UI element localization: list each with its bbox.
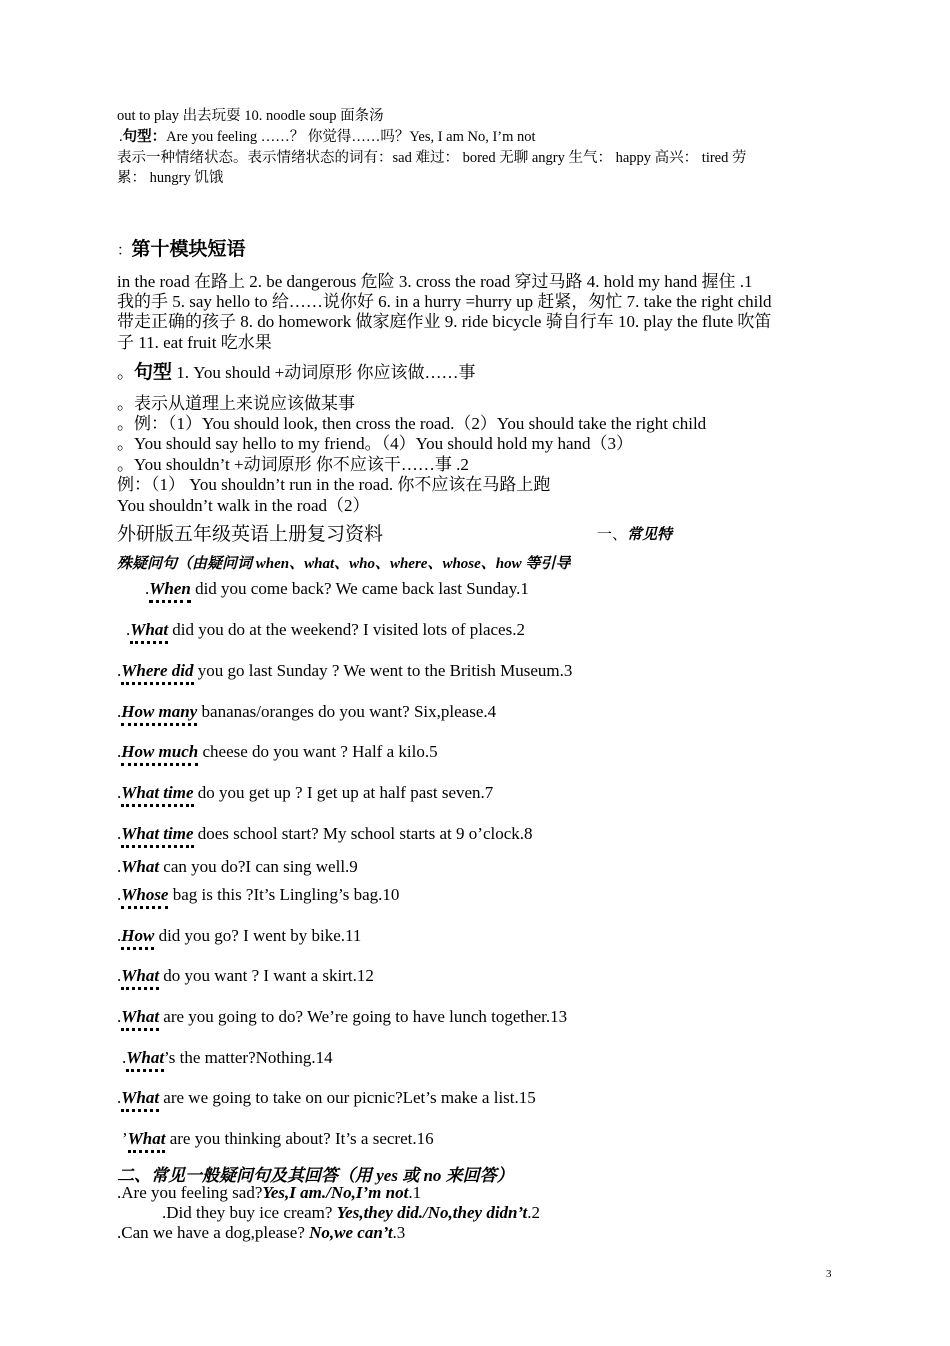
wh-word: What (128, 1129, 166, 1153)
wh-word: Whose (121, 885, 168, 909)
text-line: You shouldn’t walk in the road（2） (117, 496, 370, 515)
text-line: out to play 出去玩耍 10. noodle soup 面条汤 (117, 108, 384, 124)
question-line: .What are we going to take on our picnic?Let’s make a list.15 (117, 1088, 536, 1108)
section-heading: 殊疑问句（由疑问词 when、what、who、where、whose、how 等引导 (117, 556, 571, 572)
question-line: .What can you do?I can sing well.9 (117, 857, 358, 876)
text-line: 我的手 5. say hello to 给……说你好 6. in a hurry =hurry up 赶紧，匆忙 7. take the right child (117, 292, 772, 311)
text-line: 累： hungry 饥饿 (117, 170, 224, 186)
wh-word: When (149, 579, 191, 603)
question-line: .How much cheese do you want ? Half a kilo.5 (117, 742, 438, 762)
question-line: .Where did you go last Sunday ? We went to the British Museum.3 (117, 661, 572, 681)
wh-word: How (121, 926, 154, 950)
question-line: .Can we have a dog,please? No,we can’t.3 (117, 1223, 406, 1242)
wh-word: How much (121, 742, 198, 766)
question-line: .Did they buy ice cream? Yes,they did./No,they didn’t.2 (162, 1203, 541, 1222)
page-title: 外研版五年级英语上册复习资料 (117, 524, 384, 545)
text-line: 。例：（1）You should look, then cross the road.（2）You should take the right child (117, 414, 707, 433)
text-line: in the road 在路上 2. be dangerous 危险 3. cross the road 穿过马路 4. hold my hand 握住 .1 (117, 272, 753, 291)
wh-word: What time (121, 824, 193, 848)
text-line: 表示一种情绪状态。表示情绪状态的词有：sad 难过： bored 无聊 angry 生气： happy 高兴： tired 劳 (117, 150, 747, 166)
wh-word: What (121, 1007, 159, 1031)
wh-word: What time (121, 783, 193, 807)
section-heading: ：第十模块短语 (117, 239, 246, 260)
question-line: .What time do you get up ? I get up at half past seven.7 (117, 783, 493, 803)
wh-word: How many (121, 702, 197, 726)
question-line: .What did you do at the weekend? I visited lots of places.2 (126, 620, 525, 640)
question-line: .How many bananas/oranges do you want? Six,please.4 (117, 702, 496, 722)
question-line: .How did you go? I went by bike.11 (117, 926, 361, 946)
question-line: .What time does school start? My school starts at 9 o’clock.8 (117, 824, 533, 844)
text-line: 子 11. eat fruit 吃水果 (117, 333, 272, 352)
wh-word: What (121, 857, 160, 876)
question-line: .When did you come back? We came back last Sunday.1 (145, 579, 529, 599)
wh-word: What (126, 1048, 164, 1072)
page-number: 3 (826, 1268, 832, 1280)
text-line: 。You shouldn’t +动词原形 你不应该干……事 .2 (117, 455, 469, 474)
section-heading: 二、常见一般疑问句及其回答（用 yes 或 no 来回答） (117, 1166, 514, 1185)
wh-word: Where did (121, 661, 193, 685)
text-line: 例：（1） You shouldn’t run in the road. 你不应该在马路上跑 (117, 475, 551, 494)
pattern-label: 句型： (122, 129, 167, 145)
section-heading: 一、常见特 (597, 527, 673, 543)
wh-word: What (121, 966, 159, 990)
wh-word: What (121, 1088, 159, 1112)
text-line: 带走正确的孩子 8. do homework 做家庭作业 9. ride bicycle 骑自行车 10. play the flute 吹笛 (117, 312, 772, 331)
text-line: 。You should say hello to my friend。（4）You should hold my hand（3） (117, 434, 634, 453)
text-line: 。表示从道理上来说应该做某事 (117, 394, 355, 413)
pattern-line: 。句型 1. You should +动词原形 你应该做……事 (117, 362, 476, 383)
question-line: .What are you going to do? We’re going to have lunch together.13 (117, 1007, 567, 1027)
pattern-line: .句型：Are you feeling ……？ 你觉得……吗？Yes, I am No, I’m not (119, 129, 536, 145)
question-line: .Are you feeling sad?Yes,I am./No,I’m not.1 (117, 1183, 422, 1202)
question-line: .What do you want ? I want a skirt.12 (117, 966, 374, 986)
question-line: .What’s the matter?Nothing.14 (122, 1048, 333, 1068)
question-line: ’What are you thinking about? It’s a secret.16 (122, 1129, 434, 1149)
wh-word: What (130, 620, 168, 644)
question-line: .Whose bag is this ?It’s Lingling’s bag.10 (117, 885, 399, 905)
